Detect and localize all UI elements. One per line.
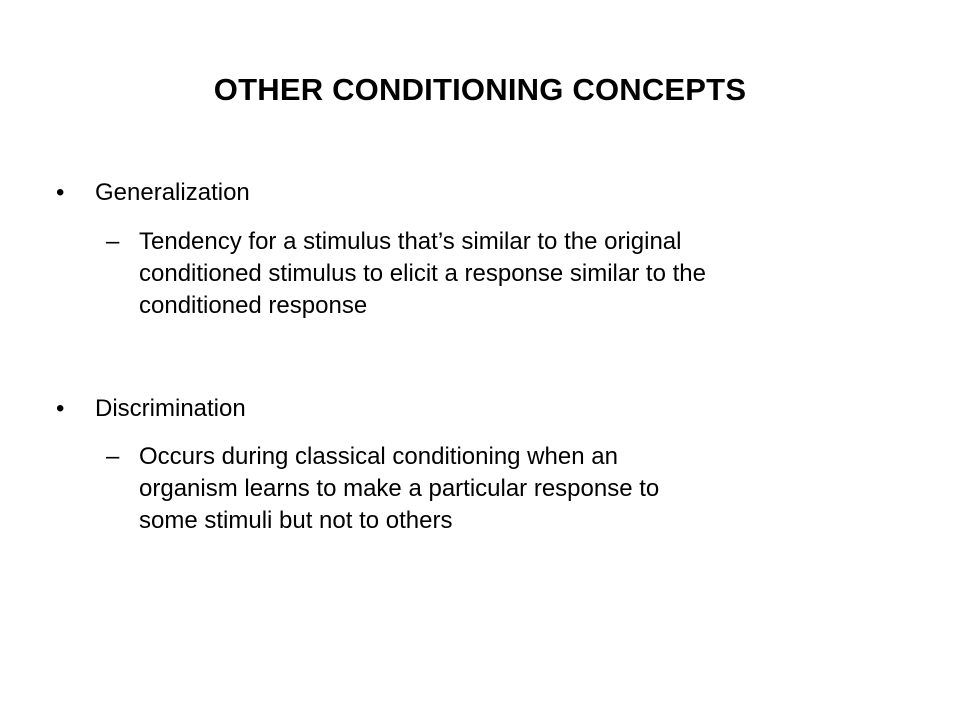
sub-item-text: [139, 441, 859, 537]
bullet-marker: •: [56, 395, 65, 422]
sub-item-line: organism learns to make a particular response to: [139, 475, 660, 502]
dash-marker: –: [106, 228, 120, 255]
bullet-label: Generalization: [95, 179, 250, 206]
dash-marker: –: [106, 443, 120, 470]
sub-item-text: [139, 226, 859, 322]
sub-item-line: Tendency for a stimulus that’s similar to the original: [139, 228, 682, 255]
bullet-label: Discrimination: [95, 395, 246, 422]
sub-item-line: conditioned response: [139, 292, 368, 319]
sub-item-line: conditioned stimulus to elicit a response similar to the: [139, 260, 706, 287]
slide-title: OTHER CONDITIONING CONCEPTS: [213, 72, 747, 107]
sub-item-line: Occurs during classical conditioning when an: [139, 443, 618, 470]
sub-item-line: some stimuli but not to others: [139, 507, 453, 534]
bullet-marker: •: [56, 179, 65, 206]
